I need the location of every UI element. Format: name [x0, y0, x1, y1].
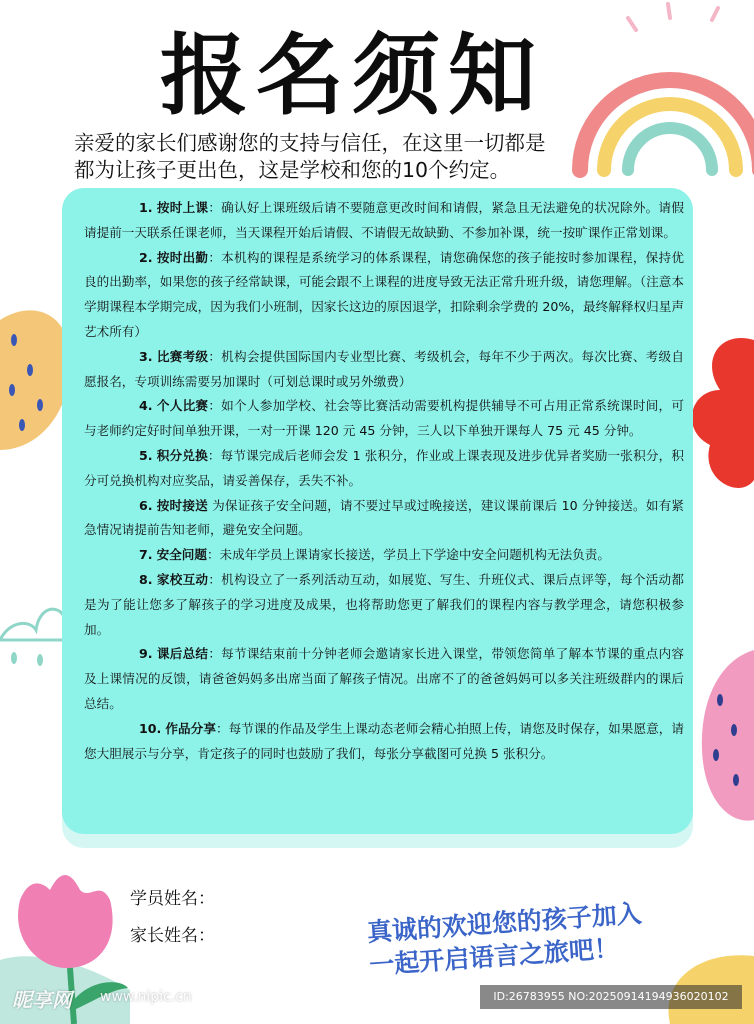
rule-item: [84, 494, 684, 544]
intro-text: [74, 130, 684, 184]
watermark-logo: 昵享网: [12, 988, 72, 1012]
student-name-label: 学员姓名：: [130, 889, 215, 909]
rule-item: [84, 568, 684, 642]
rule-keyword: 作品分享: [165, 720, 216, 736]
parent-name-label: 家长姓名：: [130, 926, 215, 946]
rule-text: ：每节课完成后老师会发 1 张积分，作业或上课表现及进步优异者奖励一张积分，积分可兑换机构对应奖品，请妥善保存，丢失不补。: [84, 447, 684, 488]
rule-number: 9.: [139, 646, 153, 662]
rule-item: [84, 246, 684, 345]
rule-item: [84, 543, 684, 568]
rule-keyword: 家校互动: [156, 571, 209, 587]
rule-item: [84, 345, 684, 395]
rule-text: ：每节课的作品及学生上课动态老师会精心拍照上传，请您及时保存，如果愿意，请您大胆展示与分享，肯定孩子的同时也鼓励了我们，每张分享截图可兑换 5 张积分。: [84, 720, 684, 761]
rule-item: [84, 717, 684, 767]
rule-number: 1.: [139, 200, 153, 215]
rules-list: [84, 196, 684, 766]
rule-number: 7.: [139, 547, 153, 563]
rule-text: ：机构会提供国际国内专业型比赛、考级机会，每年不少于两次。每次比赛、考级自愿报名，专项训练需要另加课时（可划总课时或另外缴费）: [84, 348, 685, 389]
rule-item: [84, 444, 684, 494]
rule-number: 2.: [139, 249, 153, 265]
rule-number: 10.: [139, 720, 162, 736]
rule-text: ：确认好上课班级后请不要随意更改时间和请假，紧急且无法避免的状况除外。请假请提前一天联系任课老师，当天课程开始后请假、不请假无故缺勤、不参加补课，统一按旷课作正常划课。: [84, 200, 685, 240]
pink-blob-decoration: [690, 640, 754, 830]
rule-text: ：如个人参加学校、社会等比赛活动需要机构提供辅导不可占用正常系统课时间，可与老师约定好时间单独开课，一对一开课 120 元 45 分钟，三人以下单独开课每人 75 元 45 分钟。: [84, 398, 685, 439]
rule-item: [84, 394, 684, 444]
rule-text: ：机构设立了一系列活动互动，如展览、写生、升班仪式、课后点评等，每个活动都是为了能让您多了解孩子的学习进度及成果，也将帮助您更了解我们的课程内容与教学理念，请您积极参加。: [84, 571, 685, 637]
watermark-id-badge: ID:26783955 NO:20250914194936020102: [480, 985, 742, 1009]
rule-number: 8.: [139, 571, 153, 587]
rule-number: 6.: [139, 497, 153, 513]
rule-keyword: 按时上课: [156, 200, 209, 215]
watermark-url: www.nipic.cn: [100, 989, 192, 1005]
rule-text: ：本机构的课程是系统学习的体系课程，请您确保您的孩子能按时参加课程，保持优良的出勤率，如果您的孩子经常缺课，可能会跟不上课程的进度导致无法正常升班升级，请您理解。（注意本学期课程本学期完成，因为我们小班制，因家长这边的原因退学，扣除剩余学费的 20%，最终解释权归星声艺术所有）: [84, 249, 685, 339]
rule-text: ：每节课结束前十分钟老师会邀请家长进入课堂，带领您简单了解本节课的重点内容及上课情况的反馈，请爸爸妈妈多出席当面了解孩子情况。出席不了的爸爸妈妈可以多关注班级群内的课后总结。: [84, 646, 685, 711]
rule-item: [84, 196, 684, 246]
rule-keyword: 安全问题: [156, 547, 207, 563]
rule-keyword: 比赛考级: [156, 348, 209, 364]
rule-keyword: 课后总结: [156, 646, 209, 662]
intro-line-2: 都为让孩子更出色，这是学校和您的10个约定。: [74, 158, 511, 182]
rule-keyword: 按时出勤: [156, 249, 209, 265]
rule-item: [84, 642, 684, 716]
rule-keyword: 个人比赛: [156, 398, 209, 414]
slogan-line-1: 真诚的欢迎您的孩子加入: [366, 898, 643, 947]
rule-text: 为保证孩子安全问题，请不要过早或过晚接送，建议课前课后 10 分钟接送。如有紧急情况请提前告知老师，避免安全问题。: [84, 497, 684, 538]
rule-text: ：未成年学员上课请家长接送，学员上下学途中安全问题机构无法负责。: [206, 547, 610, 563]
slogan-line-2: 一起开启语言之旅吧！: [368, 933, 620, 980]
rule-keyword: 积分兑换: [156, 447, 208, 463]
cloud-decoration: [0, 580, 70, 680]
rule-number: 4.: [139, 398, 153, 414]
rule-number: 3.: [139, 348, 153, 364]
intro-line-1: 亲爱的家长们感谢您的支持与信任，在这里一切都是: [74, 131, 546, 155]
rule-keyword: 按时接送: [156, 497, 208, 513]
rule-number: 5.: [139, 447, 153, 463]
page-title: 报名须知: [160, 24, 545, 127]
